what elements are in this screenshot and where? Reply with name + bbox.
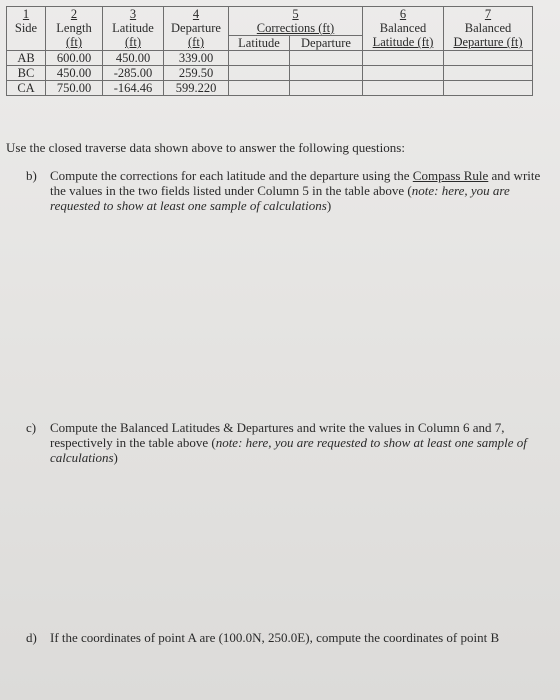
header-balanced-departure bbox=[444, 7, 533, 51]
question-d-label: d) bbox=[26, 630, 37, 645]
cell-length: 450.00 bbox=[46, 66, 103, 81]
header-side-label: Side bbox=[14, 21, 38, 35]
header-length bbox=[46, 7, 103, 51]
cell-length: 750.00 bbox=[46, 81, 103, 96]
cell-latitude: 450.00 bbox=[103, 51, 164, 66]
question-b-text bbox=[50, 168, 554, 213]
cell-corr-latitude[interactable] bbox=[229, 51, 290, 66]
cell-balanced-departure[interactable] bbox=[444, 51, 533, 66]
question-c bbox=[26, 420, 558, 465]
header-departure-label: Departure bbox=[171, 21, 221, 35]
header-length-unit: (ft) bbox=[66, 35, 82, 49]
cell-corr-latitude[interactable] bbox=[229, 81, 290, 96]
cell-departure: 599.220 bbox=[164, 81, 229, 96]
question-d-text: If the coordinates of point A are (100.0N, 250.0E), compute the coordinates of point B bbox=[50, 630, 500, 645]
column-number-6: 6 bbox=[399, 7, 407, 21]
question-b-label: b) bbox=[26, 168, 37, 183]
table-row bbox=[7, 51, 533, 66]
cell-length: 600.00 bbox=[46, 51, 103, 66]
question-c-text-part1: Compute the Balanced Latitudes & Departures and write the values in Column 6 and 7, respectively in the table above ( bbox=[50, 420, 505, 450]
cell-balanced-latitude[interactable] bbox=[363, 81, 444, 96]
cell-side: AB bbox=[7, 51, 46, 66]
column-number-1: 1 bbox=[22, 7, 30, 21]
cell-latitude: -164.46 bbox=[103, 81, 164, 96]
cell-departure: 339.00 bbox=[164, 51, 229, 66]
header-length-label: Length bbox=[56, 21, 92, 35]
header-balanced-departure-top: Balanced bbox=[464, 21, 512, 35]
question-c-label: c) bbox=[26, 420, 37, 435]
header-corr-latitude bbox=[229, 36, 290, 51]
header-corr-departure bbox=[290, 36, 363, 51]
header-latitude-label: Latitude bbox=[112, 21, 154, 35]
column-number-4: 4 bbox=[192, 7, 200, 21]
traverse-table bbox=[6, 6, 533, 96]
cell-balanced-latitude[interactable] bbox=[363, 66, 444, 81]
question-b-text-part2: and write the values in the two fields listed under Column 5 in the table above ( bbox=[50, 168, 541, 198]
question-d bbox=[26, 630, 558, 645]
header-departure bbox=[164, 7, 229, 51]
cell-corr-departure[interactable] bbox=[290, 66, 363, 81]
question-b-text-part3: ) bbox=[326, 198, 332, 213]
table-row bbox=[7, 66, 533, 81]
column-number-2: 2 bbox=[70, 7, 78, 21]
header-balanced-latitude-top: Balanced bbox=[379, 21, 427, 35]
intro-instruction: Use the closed traverse data shown above to answer the following questions: bbox=[6, 140, 405, 155]
question-c-text-part2: ) bbox=[113, 450, 118, 465]
table-row bbox=[7, 81, 533, 96]
header-balanced-departure-bottom: Departure (ft) bbox=[453, 35, 523, 49]
header-latitude-unit: (ft) bbox=[125, 35, 141, 49]
column-number-5: 5 bbox=[292, 7, 299, 21]
cell-side: BC bbox=[7, 66, 46, 81]
cell-side: CA bbox=[7, 81, 46, 96]
header-corr-departure-label: Departure bbox=[301, 36, 351, 50]
header-corrections-label: Corrections (ft) bbox=[256, 21, 335, 35]
question-b-text-part1: Compute the corrections for each latitude and the departure using the bbox=[50, 168, 413, 183]
table-header-row bbox=[7, 7, 533, 22]
cell-corr-departure[interactable] bbox=[290, 81, 363, 96]
header-corrections bbox=[229, 7, 363, 22]
cell-corr-latitude[interactable] bbox=[229, 66, 290, 81]
cell-balanced-departure[interactable] bbox=[444, 81, 533, 96]
column-number-7: 7 bbox=[484, 7, 492, 21]
header-balanced-latitude-bottom: Latitude (ft) bbox=[372, 35, 434, 49]
compass-rule-link: Compass Rule bbox=[412, 168, 489, 183]
header-latitude bbox=[103, 7, 164, 51]
header-balanced-latitude bbox=[363, 7, 444, 51]
question-b-note: note: here, you are requested to show at least one sample of calculations bbox=[50, 183, 510, 213]
header-corrections-label-cell bbox=[229, 21, 363, 36]
header-departure-unit: (ft) bbox=[188, 35, 204, 49]
cell-corr-departure[interactable] bbox=[290, 51, 363, 66]
column-number-3: 3 bbox=[129, 7, 137, 21]
cell-latitude: -285.00 bbox=[103, 66, 164, 81]
question-b bbox=[26, 168, 554, 213]
cell-balanced-departure[interactable] bbox=[444, 66, 533, 81]
header-corr-latitude-label: Latitude bbox=[238, 36, 280, 50]
question-c-note: note: here, you are requested to show at least one sample of calculations bbox=[50, 435, 527, 465]
cell-balanced-latitude[interactable] bbox=[363, 51, 444, 66]
cell-departure: 259.50 bbox=[164, 66, 229, 81]
question-c-text bbox=[50, 420, 558, 465]
header-side bbox=[7, 7, 46, 51]
